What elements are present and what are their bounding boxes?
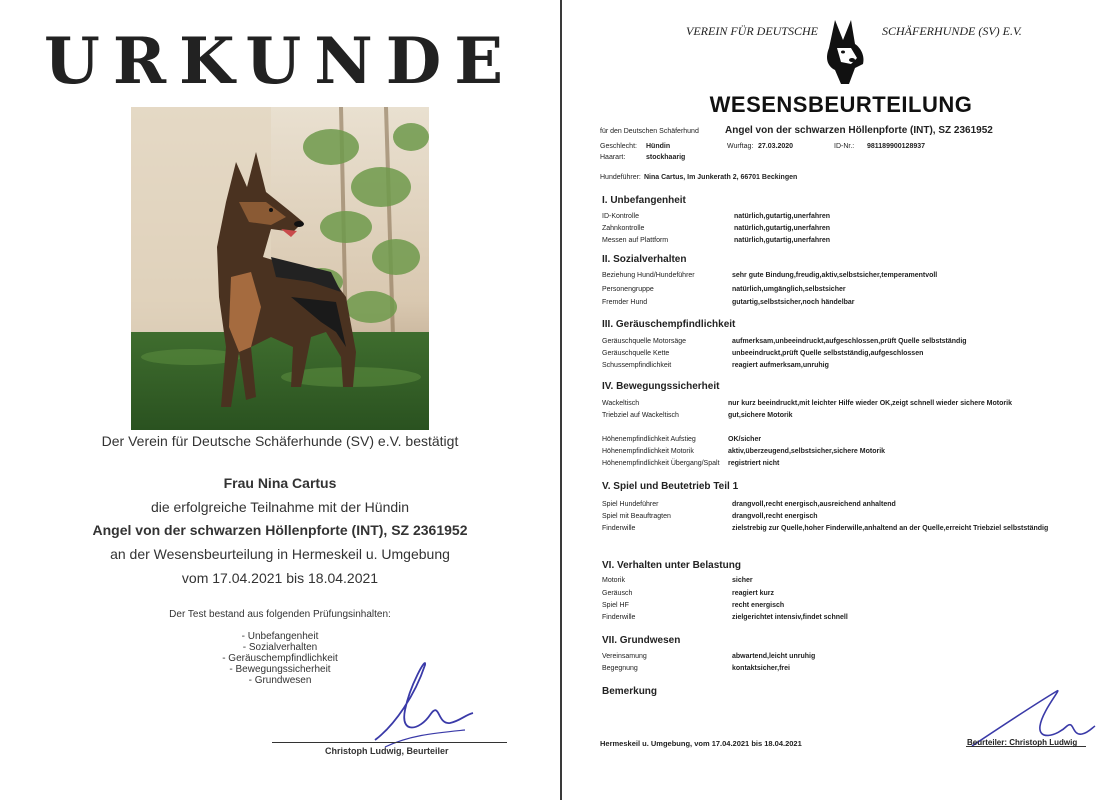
assessment-value: recht energisch [732,602,785,609]
certificate-title: URKUNDE [44,24,516,99]
assessment-value: gutartig,selbstsicher,noch händelbar [732,299,855,306]
assessment-row [602,602,1120,612]
section-title: III. Geräuschempfindlichkeit [602,319,736,330]
assessment-value: aktiv,überzeugend,selbstsicher,sichere Motorik [728,448,886,455]
assessment-row [602,299,1120,309]
assessment-value: abwartend,leicht unruhig [732,653,816,660]
id-value: 981189900128937 [867,143,926,150]
assessment-row [602,362,1120,372]
assessment-value: kontaktsicher,frei [732,665,790,672]
assessment-label: Schussempfindlichkeit [602,362,672,369]
assessment-label: ID-Kontrolle [602,213,639,220]
assessment-value: zielstrebig zur Quelle,hoher Finderwille,anhaltend an der Quelle,erreicht Triebziel selbstständig [732,525,1049,532]
assessment-label: Vereinsamung [602,653,647,660]
assessment-value: gut,sichere Motorik [728,412,793,419]
assessment-label: Motorik [602,577,625,584]
test-item: - Sozialverhalten [242,642,318,653]
assessment-label: Spiel HF [602,602,629,609]
assessment-value: drangvoll,recht energisch,ausreichend anhaltend [732,501,896,508]
assessment-value: registriert nicht [728,460,780,467]
sex-label: Geschlecht: [600,143,637,150]
dog-photo [131,107,429,430]
assessment-value: drangvoll,recht energisch [732,513,818,520]
assessment-label: Geräuschquelle Motorsäge [602,338,687,345]
assessment-row [602,501,1120,511]
assessment-label: Begegnung [602,665,638,672]
assessment-value: sehr gute Bindung,freudig,aktiv,selbstsicher,temperamentvoll [732,272,938,279]
assessment-row [602,338,1120,348]
club-header-left: VEREIN FÜR DEUTSCHE [686,24,818,38]
assessment-row [602,653,1120,663]
section-title: II. Sozialverhalten [602,254,687,265]
owner-name: Frau Nina Cartus [223,475,337,491]
report-page [562,0,1120,800]
assessment-row [602,412,1120,422]
assessment-row [602,225,1120,235]
assessment-label: Höhenempfindlichkeit Motorik [602,448,694,455]
test-list [0,631,560,686]
assessment-row [602,590,1120,600]
assessment-label: Höhenempfindlichkeit Übergang/Spalt [602,460,720,467]
section-title: V. Spiel und Beutetrieb Teil 1 [602,481,739,492]
assessment-label: Wackeltisch [602,400,640,407]
assessment-label: Geräusch [602,590,633,597]
assessment-label: Finderwille [602,614,636,621]
assessment-row [602,286,1120,296]
assessment-value: nur kurz beeindruckt,mit leichter Hilfe wieder OK,zeigt schnell wieder sichere Motorik [728,400,1012,407]
assessment-value: natürlich,gutartig,unerfahren [734,213,831,220]
assessment-label: Spiel mit Beauftragten [602,513,671,520]
assessment-row [602,525,1120,535]
section-title: VII. Grundwesen [602,635,681,646]
assessment-label: Spiel Hundeführer [602,501,659,508]
assessment-label: Personengruppe [602,286,654,293]
test-item: - Unbefangenheit [241,631,319,642]
coat-value: stockhaarig [646,154,686,161]
id-label: ID-Nr.: [834,143,855,150]
dog-name: Angel von der schwarzen Höllenpforte (INT), SZ 2361952 [92,522,468,538]
assessment-row [602,577,1120,587]
report-footer: Hermeskeil u. Umgebung, vom 17.04.2021 bis 18.04.2021 [600,739,802,748]
assessment-label: Finderwille [602,525,636,532]
assessment-row [602,460,1120,470]
assessment-row [602,213,1120,223]
section-title: VI. Verhalten unter Belastung [602,560,741,571]
assessment-row [602,400,1120,410]
event-text: an der Wesensbeurteilung in Hermeskeil u. Umgebung [110,546,450,562]
assessment-row [602,448,1120,458]
assessment-value: OK/sicher [728,436,762,443]
assessment-value: natürlich,gutartig,unerfahren [734,225,831,232]
section-title: I. Unbefangenheit [602,195,686,206]
assessment-label: Triebziel auf Wackeltisch [602,412,679,419]
sex-value: Hündin [646,143,671,150]
breed-label: für den Deutschen Schäferhund [600,128,699,135]
assessment-label: Messen auf Plattform [602,237,669,244]
assessment-label: Zahnkontrolle [602,225,645,232]
signature-line [272,742,507,743]
whelp-label: Wurftag: [727,143,754,150]
assessment-label: Höhenempfindlichkeit Aufstieg [602,436,696,443]
assessment-row [602,665,1120,675]
assessment-label: Geräuschquelle Kette [602,350,670,357]
participation-text: die erfolgreiche Teilnahme mit der Hündin [150,499,410,515]
assessment-value: reagiert aufmerksam,unruhig [732,362,829,369]
assessment-row [602,272,1120,282]
handler-value: Nina Cartus, Im Junkerath 2, 66701 Beckingen [644,174,798,181]
assessment-label: Fremder Hund [602,299,648,306]
signature [365,655,475,755]
report-title: WESENSBEURTEILUNG [709,92,973,117]
test-item: - Geräuschempfindlichkeit [222,653,338,664]
test-intro: Der Test bestand aus folgenden Prüfungsinhalten: [169,609,391,620]
remark-title: Bemerkung [602,686,658,697]
assessment-label: Beziehung Hund/Hundeführer [602,272,695,279]
confirm-text: Der Verein für Deutsche Schäferhunde (SV) e.V. bestätigt [101,433,459,449]
test-item: - Bewegungssicherheit [229,664,331,675]
assessment-value: natürlich,umgänglich,selbstsicher [732,286,846,293]
event-dates: vom 17.04.2021 bis 18.04.2021 [181,570,379,586]
handler-label: Hundeführer: [600,174,641,181]
club-header-right: SCHÄFERHUNDE (SV) E.V. [882,24,1022,38]
assessment-row [602,614,1120,624]
coat-label: Haarart: [600,154,626,161]
assessment-row [602,350,1120,360]
section-title: IV. Bewegungssicherheit [602,381,720,392]
assessment-row [602,237,1120,247]
assessment-value: aufmerksam,unbeeindruckt,aufgeschlossen,prüft Quelle selbstständig [732,338,967,345]
assessment-value: natürlich,gutartig,unerfahren [734,237,831,244]
assessment-value: unbeeindruckt,prüft Quelle selbstständig,aufgeschlossen [732,350,924,357]
assessment-value: zielgerichtet intensiv,findet schnell [732,614,848,621]
assessment-value: reagiert kurz [732,590,775,597]
signer-name: Christoph Ludwig, Beurteiler [325,746,449,756]
test-item: - Grundwesen [248,675,312,686]
assessment-row [602,436,1120,446]
assessment-value: sicher [732,577,753,584]
sv-logo-icon [821,18,873,86]
dog-name: Angel von der schwarzen Höllenpforte (INT), SZ 2361952 [725,125,993,136]
whelp-value: 27.03.2020 [758,143,794,150]
assessment-row [602,513,1120,523]
signer-name: Beurteiler: Christoph Ludwig [967,738,1078,747]
